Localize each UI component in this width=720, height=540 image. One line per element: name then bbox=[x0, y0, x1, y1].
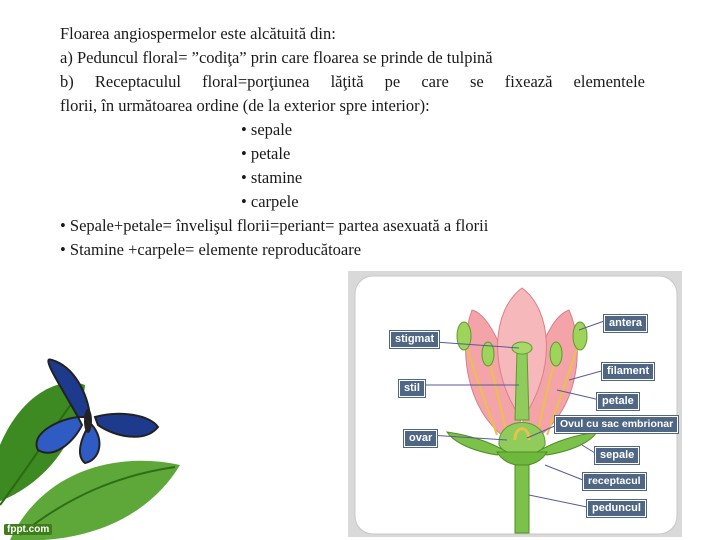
line-b-1: b) Receptaculul floral=porţiunea lăţită pe care se fixează elementele bbox=[60, 72, 645, 91]
bullet-periant: • Sepale+petale= învelişul florii=periant= partea asexuată a florii bbox=[60, 216, 489, 235]
peduncle-icon bbox=[515, 465, 529, 533]
label-antera: antera bbox=[604, 315, 647, 332]
label-peduncul: peduncul bbox=[587, 500, 646, 517]
label-receptacul: receptacul bbox=[583, 473, 646, 490]
list-item-stamine: • stamine bbox=[241, 168, 303, 187]
label-filament: filament bbox=[602, 363, 654, 380]
watermark: fppt.com bbox=[4, 524, 52, 535]
leaf-butterfly-decoration bbox=[0, 355, 200, 540]
label-ovul: Ovul cu sac embrionar bbox=[555, 416, 678, 433]
list-item-carpele: • carpele bbox=[241, 192, 299, 211]
list-item-sepale: • sepale bbox=[241, 120, 293, 139]
label-petale: petale bbox=[597, 393, 639, 410]
label-sepale: sepale bbox=[595, 447, 639, 464]
slide-text bbox=[60, 22, 645, 262]
bullet-reproductive: • Stamine +carpele= elemente reproducătoare bbox=[60, 240, 362, 259]
line-a: a) Peduncul floral= ”codiţa” prin care floarea se prinde de tulpină bbox=[60, 48, 493, 67]
heading: Floarea angiospermelor este alcătuită din: bbox=[60, 24, 336, 43]
list-item-petale: • petale bbox=[241, 144, 291, 163]
label-ovar: ovar bbox=[404, 430, 437, 447]
label-stil: stil bbox=[399, 380, 425, 397]
anther-icon bbox=[457, 322, 471, 350]
label-stigmat: stigmat bbox=[390, 331, 439, 348]
flower-diagram bbox=[347, 270, 683, 538]
line-b-2: florii, în următoarea ordine (de la exterior spre interior): bbox=[60, 96, 430, 115]
